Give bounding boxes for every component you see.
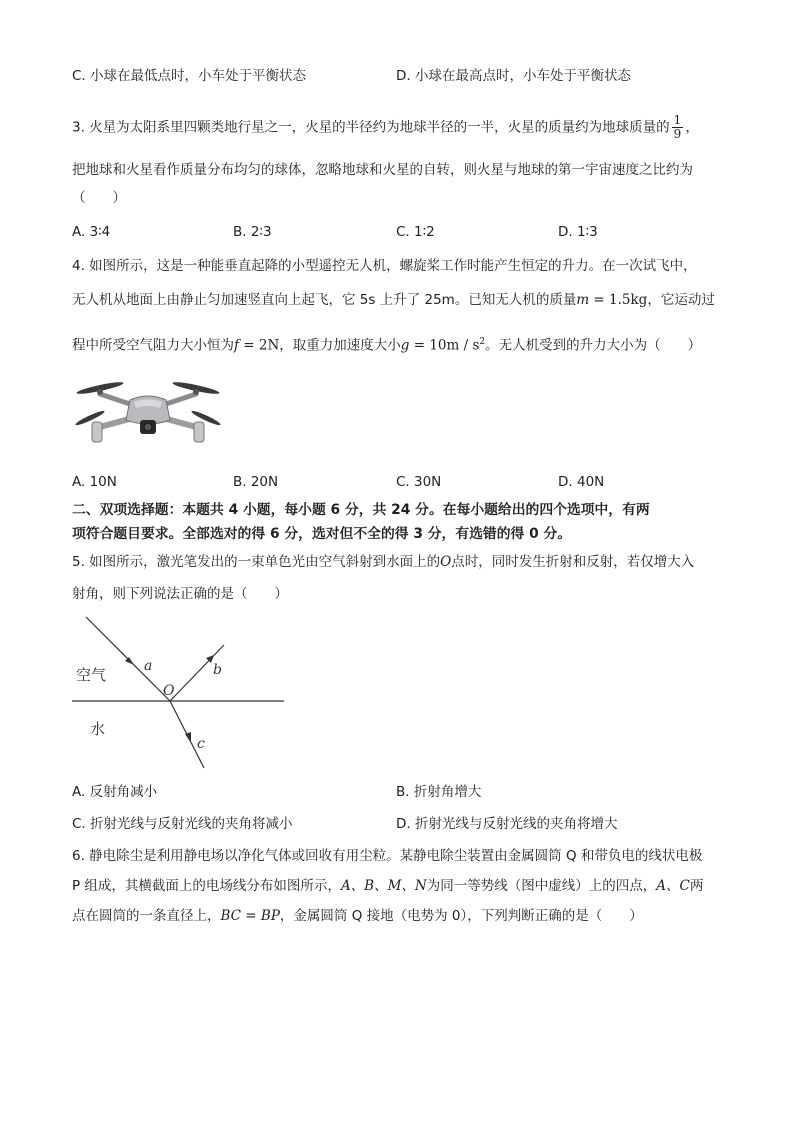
q3-paren: （ ）	[72, 190, 126, 206]
incident-arrow	[125, 657, 134, 665]
q4-line-3-mid: ，取重力加速度大小	[279, 337, 401, 354]
drag-value: = 2N	[239, 337, 280, 354]
water-label: 水	[90, 720, 106, 738]
q3-option-a: A. 3∶4	[72, 224, 111, 240]
ray-b-label: b	[213, 662, 222, 678]
drone-image	[72, 372, 224, 448]
q6-points-ac: A、C	[656, 878, 690, 894]
q6-line-3-text: 点在圆筒的一条直径上，	[72, 908, 221, 924]
q6-equation: BC = BP	[220, 908, 280, 924]
q6-line-1: 6. 静电除尘是利用静电场以净化气体或回收有用尘粒。某静电除尘装置由金属圆筒 Q 和带负电的线状电极	[72, 848, 703, 864]
fraction-numerator: 1	[673, 113, 682, 127]
q5-line-1-end: 点时，同时发生折射和反射，若仅增大入	[451, 554, 695, 570]
q3-fraction	[672, 114, 684, 141]
refraction-diagram	[72, 612, 294, 772]
fraction-denominator: 9	[673, 127, 682, 141]
section-2-heading-line-2: 项符合题目要求。全部选对的得 6 分，选对但不全的得 3 分，有选错的得 0 分。	[72, 526, 572, 542]
q6-line-2	[72, 876, 703, 896]
q6-line-2-mid: 为同一等势线（图中虚线）上的四点，	[426, 878, 657, 894]
mass-value: = 1.5kg	[589, 292, 648, 308]
gravity-value: = 10m / s	[409, 337, 480, 354]
q4-option-a: A. 10N	[72, 474, 117, 490]
ray-a-label: a	[144, 658, 153, 674]
q4-line-1: 4. 如图所示，这是一种能垂直起降的小型遥控无人机，螺旋桨工作时能产生恒定的升力。在一次试飞中，	[72, 258, 697, 274]
q4-line-2-text: 无人机从地面上由静止匀加速竖直向上起飞，它 5s 上升了 25m。已知无人机的质量	[72, 292, 577, 308]
drag-variable: f	[234, 337, 239, 354]
q6-line-2-end: 两	[689, 878, 704, 894]
q5-option-d: D. 折射光线与反射光线的夹角将增大	[396, 816, 618, 832]
q4-line-3-end: 。无人机受到的升力大小为（ ）	[485, 337, 702, 354]
q3-option-c: C. 1∶2	[396, 224, 435, 240]
point-o-diagram-label: O	[163, 683, 175, 699]
q3-line-1	[72, 114, 699, 141]
q4-option-c: C. 30N	[396, 474, 442, 490]
q5-option-c: C. 折射光线与反射光线的夹角将减小	[72, 816, 293, 832]
q4-option-b: B. 20N	[233, 474, 279, 490]
point-o-label: O	[440, 554, 452, 570]
q3-line-2: 把地球和火星看作质量分布均匀的球体，忽略地球和火星的自转，则火星与地球的第一宇宙速度之比约为	[72, 162, 693, 178]
q4-line-2	[72, 290, 715, 310]
mass-variable: m	[576, 292, 590, 308]
q4-line-2-end: ，它运动过	[647, 292, 715, 308]
q3-line-1-text: 3. 火星为太阳系里四颗类地行星之一，火星的半径约为地球半径的一半，火星的质量约为地球质量的	[72, 119, 670, 136]
q5-option-b: B. 折射角增大	[396, 784, 482, 800]
q3-option-b: B. 2∶3	[233, 224, 272, 240]
air-label: 空气	[76, 666, 107, 684]
q6-line-2-text: P 组成，其横截面上的电场线分布如图所示，	[72, 878, 341, 894]
q4-line-3-text: 程中所受空气阻力大小恒为	[72, 337, 234, 354]
q5-option-a: A. 反射角减小	[72, 784, 158, 800]
q3-line-1-end: ，	[685, 119, 699, 136]
q5-line-1	[72, 552, 694, 572]
q4-option-d: D. 40N	[558, 474, 605, 490]
q5-line-2: 射角，则下列说法正确的是（ ）	[72, 586, 288, 602]
q2-option-d: D. 小球在最高点时，小车处于平衡状态	[396, 68, 631, 84]
gravity-exponent: 2	[479, 337, 486, 347]
q6-line-3	[72, 906, 643, 926]
q2-option-c: C. 小球在最低点时，小车处于平衡状态	[72, 68, 307, 84]
q6-points-abmn: A、B、M、N	[340, 878, 427, 894]
section-2-heading-line-1: 二、双项选择题：本题共 4 小题，每小题 6 分，共 24 分。在每小题给出的四个选项中，有两	[72, 502, 650, 518]
gravity-variable: g	[400, 337, 410, 354]
q6-line-3-end: ，金属圆筒 Q 接地（电势为 0），下列判断正确的是（ ）	[279, 908, 643, 924]
ray-c-label: c	[197, 736, 205, 752]
q3-option-d: D. 1∶3	[558, 224, 598, 240]
q4-line-3	[72, 332, 701, 356]
q5-line-1-text: 5. 如图所示，激光笔发出的一束单色光由空气斜射到水面上的	[72, 554, 441, 570]
